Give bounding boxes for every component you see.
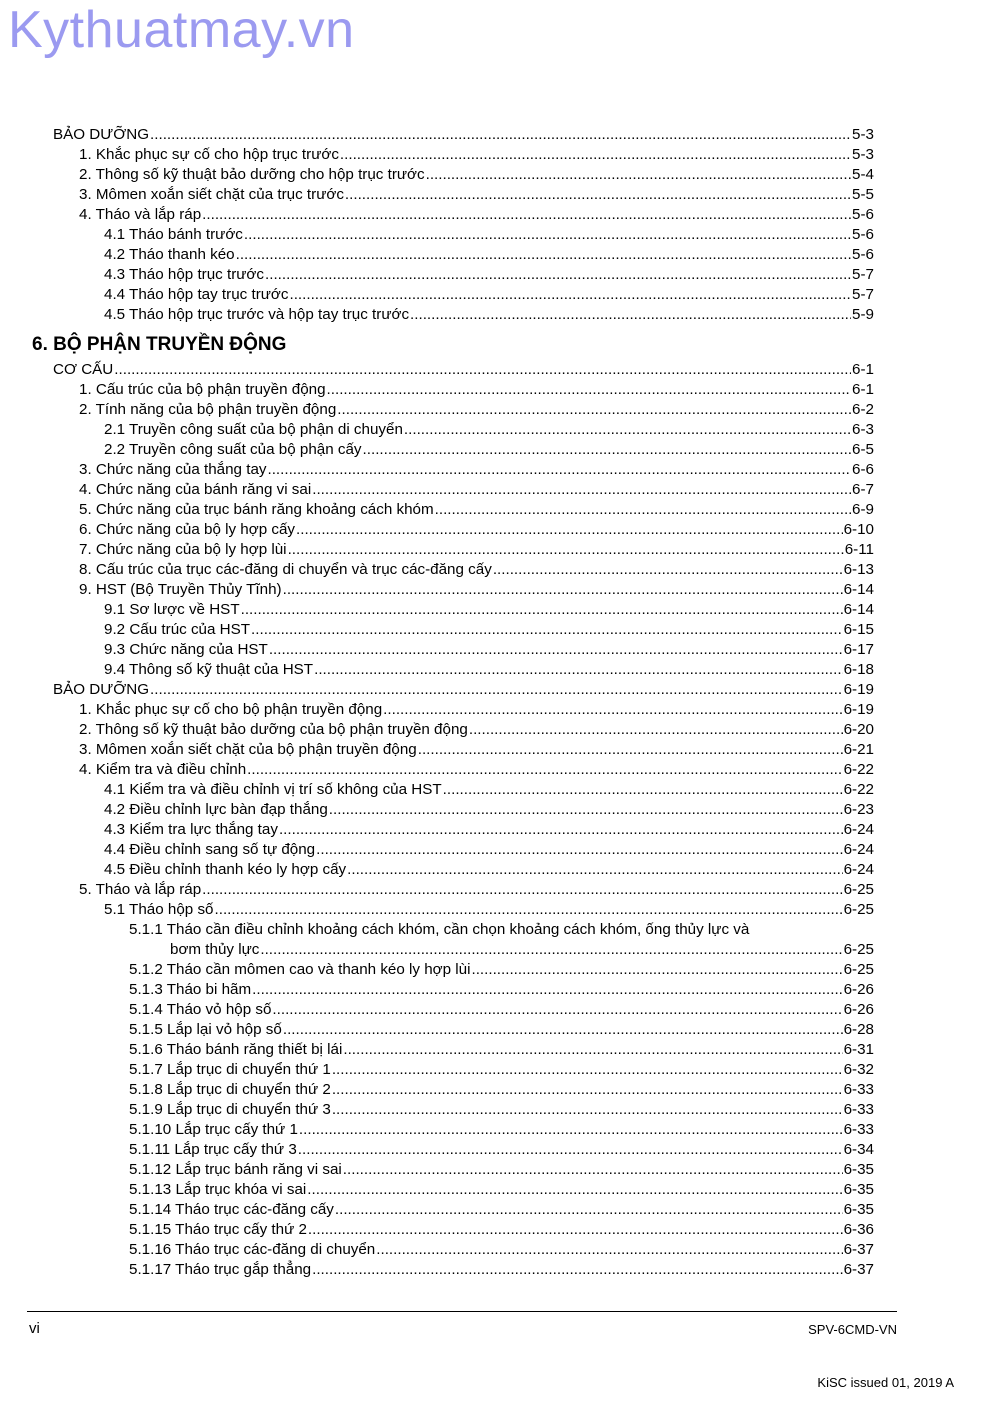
toc-entry[interactable] bbox=[79, 480, 874, 500]
toc-leader-dots bbox=[469, 720, 843, 740]
toc-entry-page: 6-24 bbox=[843, 841, 874, 858]
toc-entry-title: 9. HST (Bộ Truyền Thủy Tĩnh) bbox=[79, 581, 282, 598]
toc-entry-page: 6-15 bbox=[843, 621, 874, 638]
page-number: vi bbox=[29, 1320, 40, 1337]
toc-leader-dots bbox=[329, 800, 843, 820]
issue-stamp: KiSC issued 01, 2019 A bbox=[817, 1375, 954, 1390]
toc-entry-page: 6-7 bbox=[852, 481, 874, 498]
toc-entry-title: 3. Mômen xoắn siết chặt của trục trước bbox=[79, 186, 344, 203]
toc-leader-dots bbox=[298, 1140, 843, 1160]
toc-entry-title: 4.5 Tháo hộp trục trước và hộp tay trục trước bbox=[104, 306, 410, 323]
toc-entry-title: 5.1 Tháo hộp số bbox=[104, 901, 214, 918]
toc-leader-dots bbox=[443, 780, 843, 800]
toc-entry-title: 5. Tháo và lắp ráp bbox=[79, 881, 202, 898]
toc-entry-page: 6-26 bbox=[843, 981, 874, 998]
toc-entry-page: 6-19 bbox=[843, 681, 874, 698]
toc-entry-title: 5.1.12 Lắp trục bánh răng vi sai bbox=[129, 1161, 342, 1178]
toc-entry-page: 6-23 bbox=[843, 801, 874, 818]
toc-entry[interactable] bbox=[79, 500, 874, 520]
toc-leader-dots bbox=[236, 245, 851, 265]
toc-entry-title: 5.1.14 Tháo trục các-đăng cấy bbox=[129, 1201, 334, 1218]
toc-entry[interactable] bbox=[79, 460, 874, 480]
toc-leader-dots bbox=[252, 980, 842, 1000]
toc-leader-dots bbox=[340, 145, 851, 165]
toc-leader-dots bbox=[289, 285, 851, 305]
toc-entry-title: 1. Cấu trúc của bộ phận truyền động bbox=[79, 381, 326, 398]
toc-entry-page: 5-6 bbox=[852, 226, 874, 243]
toc-entry-title: 5.1.8 Lắp trục di chuyển thứ 2 bbox=[129, 1081, 331, 1098]
toc-entry[interactable] bbox=[104, 440, 874, 460]
toc-leader-dots bbox=[279, 820, 843, 840]
toc-entry-page: 6-35 bbox=[843, 1161, 874, 1178]
toc-entry-page: 6-1 bbox=[852, 381, 874, 398]
toc-entry[interactable] bbox=[79, 380, 874, 400]
toc-leader-dots bbox=[418, 740, 843, 760]
toc-entry-page: 6-37 bbox=[843, 1261, 874, 1278]
toc-entry-page: 6-34 bbox=[843, 1141, 874, 1158]
toc-entry-title: 4. Kiểm tra và điều chỉnh bbox=[79, 761, 247, 778]
toc-entry-title: 4.1 Kiểm tra và điều chỉnh vị trí số không của HST bbox=[104, 781, 442, 798]
toc-entry[interactable] bbox=[79, 720, 874, 740]
toc-leader-dots bbox=[283, 580, 843, 600]
toc-leader-dots bbox=[376, 1240, 842, 1260]
toc-entry[interactable] bbox=[104, 660, 874, 680]
toc-entry[interactable] bbox=[79, 880, 874, 900]
toc-entry[interactable] bbox=[104, 860, 874, 880]
toc-entry-title: 5.1.7 Lắp trục di chuyển thứ 1 bbox=[129, 1061, 331, 1078]
toc-leader-dots bbox=[269, 640, 843, 660]
toc-entry-page: 6-35 bbox=[843, 1181, 874, 1198]
toc-entry-page: 6-13 bbox=[843, 561, 874, 578]
toc-leader-dots bbox=[410, 305, 851, 325]
toc-entry[interactable] bbox=[129, 1020, 874, 1040]
toc-entry-title: 3. Chức năng của thắng tay bbox=[79, 461, 267, 478]
toc-entry-title: 5.1.5 Lắp lại vỏ hộp số bbox=[129, 1021, 282, 1038]
toc-entry-title: bơm thủy lực bbox=[170, 941, 260, 958]
toc-entry[interactable] bbox=[129, 1160, 874, 1180]
toc-entry[interactable] bbox=[79, 700, 874, 720]
toc-entry[interactable] bbox=[79, 540, 874, 560]
toc-entry-page: 5-7 bbox=[852, 266, 874, 283]
toc-entry[interactable] bbox=[129, 1200, 874, 1220]
toc-entry-page: 6-28 bbox=[843, 1021, 874, 1038]
toc-entry-page: 5-5 bbox=[852, 186, 874, 203]
toc-entry-title: 2. Tính năng của bộ phận truyền động bbox=[79, 401, 337, 418]
toc-entry-page: 6-20 bbox=[843, 721, 874, 738]
toc-leader-dots bbox=[343, 1040, 842, 1060]
toc-entry-title: 9.1 Sơ lược về HST bbox=[104, 601, 240, 618]
toc-entry-title: 2.1 Truyền công suất của bộ phận di chuyển bbox=[104, 421, 403, 438]
toc-entry[interactable] bbox=[170, 940, 874, 960]
toc-entry[interactable] bbox=[104, 245, 874, 265]
document-code: SPV-6CMD-VN bbox=[808, 1322, 897, 1337]
toc-leader-dots bbox=[215, 900, 843, 920]
toc-entry-title: 5.1.9 Lắp trục di chuyển thứ 3 bbox=[129, 1101, 331, 1118]
toc-entry[interactable] bbox=[104, 800, 874, 820]
toc-leader-dots bbox=[114, 360, 851, 380]
toc-leader-dots bbox=[404, 420, 851, 440]
toc-entry-title: 1. Khắc phục sự cố cho hộp trục trước bbox=[79, 146, 339, 163]
watermark-logo: Kythuatmay.vn bbox=[8, 1, 355, 59]
toc-entry-page: 6-11 bbox=[844, 541, 874, 558]
toc-entry[interactable] bbox=[79, 185, 874, 205]
toc-entry[interactable] bbox=[104, 840, 874, 860]
toc-leader-dots bbox=[327, 380, 852, 400]
toc-entry[interactable] bbox=[129, 980, 874, 1000]
toc-entry-page: 6-22 bbox=[843, 761, 874, 778]
toc-entry-page: 6-33 bbox=[843, 1101, 874, 1118]
toc-leader-dots bbox=[316, 840, 842, 860]
toc-entry[interactable] bbox=[129, 1120, 874, 1140]
toc-entry-page: 6-21 bbox=[843, 741, 874, 758]
toc-entry[interactable] bbox=[79, 205, 874, 225]
toc-entry-title: 4.5 Điều chỉnh thanh kéo ly hợp cấy bbox=[104, 861, 347, 878]
toc-entry-page: 6-24 bbox=[843, 861, 874, 878]
toc-leader-dots bbox=[308, 1220, 843, 1240]
toc-entry-title: 7. Chức năng của bộ ly hợp lùi bbox=[79, 541, 287, 558]
toc-entry-title: 4.3 Kiểm tra lực thắng tay bbox=[104, 821, 278, 838]
toc-entry[interactable] bbox=[79, 560, 874, 580]
toc-entry-page: 6-1 bbox=[852, 361, 874, 378]
toc-entry[interactable] bbox=[104, 305, 874, 325]
toc-leader-dots bbox=[307, 1180, 842, 1200]
toc-leader-dots bbox=[244, 225, 851, 245]
toc-leader-dots bbox=[347, 860, 842, 880]
toc-entry-title: 9.3 Chức năng của HST bbox=[104, 641, 268, 658]
toc-entry-page: 5-3 bbox=[852, 146, 874, 163]
toc-entry-title: 5.1.16 Tháo trục các-đăng di chuyển bbox=[129, 1241, 376, 1258]
toc-entry-title: 2. Thông số kỹ thuật bảo dưỡng cho hộp trục trước bbox=[79, 166, 425, 183]
toc-leader-dots bbox=[288, 540, 844, 560]
toc-entry-page: 6-37 bbox=[843, 1241, 874, 1258]
toc-entry[interactable] bbox=[129, 1140, 874, 1160]
toc-entry[interactable] bbox=[129, 1040, 874, 1060]
toc-entry-title: 4.4 Tháo hộp tay trục trước bbox=[104, 286, 289, 303]
toc-leader-dots bbox=[363, 440, 852, 460]
toc-entry-page: 6-2 bbox=[852, 401, 874, 418]
toc-entry-page: 6-25 bbox=[843, 881, 874, 898]
toc-entry-page: 6-25 bbox=[843, 941, 874, 958]
toc-entry-page: 6-18 bbox=[843, 661, 874, 678]
toc-entry[interactable] bbox=[104, 640, 874, 660]
toc-entry-title: 5.1.10 Lắp trục cấy thứ 1 bbox=[129, 1121, 298, 1138]
toc-entry-page: 6-19 bbox=[843, 701, 874, 718]
toc-leader-dots bbox=[332, 1060, 843, 1080]
toc-entry-title: 4.2 Điều chỉnh lực bàn đạp thắng bbox=[104, 801, 328, 818]
toc-entry-page: 5-9 bbox=[852, 306, 874, 323]
toc-leader-dots bbox=[332, 1100, 843, 1120]
toc-leader-dots bbox=[335, 1200, 843, 1220]
toc-entry-title: 4.2 Tháo thanh kéo bbox=[104, 246, 235, 263]
toc-entry[interactable] bbox=[129, 920, 874, 940]
toc-entry[interactable] bbox=[79, 580, 874, 600]
toc-entry-page: 6-10 bbox=[843, 521, 874, 538]
toc-leader-dots bbox=[345, 185, 851, 205]
toc-entry-page: 6-3 bbox=[852, 421, 874, 438]
toc-entry[interactable] bbox=[104, 285, 874, 305]
toc-entry[interactable] bbox=[104, 600, 874, 620]
toc-leader-dots bbox=[312, 480, 851, 500]
toc-entry-page: 5-7 bbox=[852, 286, 874, 303]
toc-entry[interactable] bbox=[104, 820, 874, 840]
toc-entry-title: 5.1.6 Tháo bánh răng thiết bị lái bbox=[129, 1041, 343, 1058]
toc-entry-title: 1. Khắc phục sự cố cho bộ phận truyền động bbox=[79, 701, 383, 718]
toc-entry[interactable] bbox=[79, 520, 874, 540]
toc-entry[interactable] bbox=[129, 1000, 874, 1020]
toc-entry-title: 5.1.1 Tháo cần điều chỉnh khoảng cách khóm, cần chọn khoảng cách khóm, ống thủy lực và bbox=[129, 921, 750, 938]
toc-leader-dots bbox=[435, 500, 851, 520]
toc-entry[interactable] bbox=[104, 900, 874, 920]
toc-entry-page: 5-4 bbox=[852, 166, 874, 183]
toc-entry-page: 6-6 bbox=[852, 461, 874, 478]
toc-entry-title: 5.1.17 Tháo trục gắp thẳng bbox=[129, 1261, 312, 1278]
toc-entry-title: BẢO DƯỠNG bbox=[53, 126, 150, 143]
toc-entry-page: 6-14 bbox=[843, 581, 874, 598]
toc-entry[interactable] bbox=[79, 740, 874, 760]
toc-leader-dots bbox=[471, 960, 842, 980]
toc-entry-title: 5.1.13 Lắp trục khóa vi sai bbox=[129, 1181, 307, 1198]
toc-leader-dots bbox=[314, 660, 843, 680]
toc-entry-page: 6-24 bbox=[843, 821, 874, 838]
toc-entry-title: 2.2 Truyền công suất của bộ phận cấy bbox=[104, 441, 362, 458]
footer-divider bbox=[27, 1311, 897, 1312]
toc-leader-dots bbox=[343, 1160, 843, 1180]
toc-entry-title: 5.1.11 Lắp trục cấy thứ 3 bbox=[129, 1141, 297, 1158]
toc-leader-dots bbox=[312, 1260, 842, 1280]
toc-entry-page: 6-26 bbox=[843, 1001, 874, 1018]
toc-entry-page: 6-5 bbox=[852, 441, 874, 458]
toc-entry-page: 6-14 bbox=[843, 601, 874, 618]
toc-entry[interactable] bbox=[129, 1240, 874, 1260]
toc-entry-title: 5.1.4 Tháo vỏ hộp số bbox=[129, 1001, 272, 1018]
toc-entry[interactable] bbox=[104, 265, 874, 285]
toc-entry[interactable] bbox=[79, 400, 874, 420]
toc-entry-page: 5-6 bbox=[852, 246, 874, 263]
toc-entry-page: 5-6 bbox=[852, 206, 874, 223]
toc-leader-dots bbox=[493, 560, 843, 580]
toc-leader-dots bbox=[272, 1000, 842, 1020]
toc-leader-dots bbox=[383, 700, 842, 720]
toc-entry-page: 6-31 bbox=[843, 1041, 874, 1058]
toc-entry-page: 6-22 bbox=[843, 781, 874, 798]
toc-leader-dots bbox=[251, 620, 843, 640]
toc-leader-dots bbox=[299, 1120, 843, 1140]
toc-entry-page: 6-35 bbox=[843, 1201, 874, 1218]
toc-entry-title: 6. Chức năng của bộ ly hợp cấy bbox=[79, 521, 295, 538]
toc-entry[interactable] bbox=[129, 960, 874, 980]
toc-leader-dots bbox=[202, 880, 842, 900]
toc-entry-page: 5-3 bbox=[852, 126, 874, 143]
toc-entry[interactable] bbox=[53, 680, 874, 700]
toc-entry-page: 6-9 bbox=[852, 501, 874, 518]
toc-entry-title: 9.2 Cấu trúc của HST bbox=[104, 621, 251, 638]
toc-entry[interactable] bbox=[104, 420, 874, 440]
toc-entry-title: 4.3 Tháo hộp trục trước bbox=[104, 266, 264, 283]
toc-entry[interactable] bbox=[79, 165, 874, 185]
toc-entry-title: 5.1.2 Tháo cần mômen cao và thanh kéo ly hợp lùi bbox=[129, 961, 471, 978]
toc-entry-title: 9.4 Thông số kỹ thuật của HST bbox=[104, 661, 314, 678]
toc-leader-dots bbox=[426, 165, 851, 185]
toc-entry-title: 3. Mômen xoắn siết chặt của bộ phận truyền động bbox=[79, 741, 417, 758]
toc-entry[interactable] bbox=[129, 1100, 874, 1120]
section-heading: 6. BỘ PHẬN TRUYỀN ĐỘNG bbox=[32, 334, 287, 355]
toc-leader-dots bbox=[332, 1080, 843, 1100]
toc-entry-page: 6-17 bbox=[843, 641, 874, 658]
toc-entry-page: 6-36 bbox=[843, 1221, 874, 1238]
toc-leader-dots bbox=[283, 1020, 843, 1040]
toc-entry-title: BẢO DƯỠNG bbox=[53, 681, 150, 698]
toc-entry-page: 6-25 bbox=[843, 901, 874, 918]
toc-leader-dots bbox=[337, 400, 851, 420]
toc-entry[interactable] bbox=[79, 760, 874, 780]
toc-entry-title: 5. Chức năng của trục bánh răng khoảng cách khóm bbox=[79, 501, 434, 518]
toc-entry-title: 4.4 Điều chỉnh sang số tự động bbox=[104, 841, 316, 858]
toc-leader-dots bbox=[150, 680, 843, 700]
toc-entry-page: 6-25 bbox=[843, 961, 874, 978]
toc-leader-dots bbox=[260, 940, 842, 960]
toc-entry[interactable] bbox=[129, 1080, 874, 1100]
toc-entry-title: 2. Thông số kỹ thuật bảo dưỡng của bộ phận truyền động bbox=[79, 721, 468, 738]
toc-entry-title: CƠ CẤU bbox=[53, 361, 114, 378]
toc-leader-dots bbox=[296, 520, 843, 540]
toc-entry-title: 8. Cấu trúc của trục các-đăng di chuyển và trục các-đăng cấy bbox=[79, 561, 492, 578]
toc-leader-dots bbox=[265, 265, 851, 285]
toc-leader-dots bbox=[247, 760, 842, 780]
toc-entry[interactable] bbox=[53, 360, 874, 380]
toc-entry[interactable] bbox=[53, 125, 874, 145]
toc-entry-page: 6-33 bbox=[843, 1081, 874, 1098]
toc-leader-dots bbox=[267, 460, 851, 480]
toc-entry[interactable] bbox=[104, 620, 874, 640]
toc-entry-title: 4. Tháo và lắp ráp bbox=[79, 206, 202, 223]
toc-entry-title: 4.1 Tháo bánh trước bbox=[104, 226, 243, 243]
toc-entry[interactable] bbox=[129, 1180, 874, 1200]
toc-entry[interactable] bbox=[104, 225, 874, 245]
toc-entry-title: 5.1.15 Tháo trục cấy thứ 2 bbox=[129, 1221, 307, 1238]
toc-entry-title: 5.1.3 Tháo bi hãm bbox=[129, 981, 252, 998]
toc-entry[interactable] bbox=[129, 1060, 874, 1080]
toc-entry-page: 6-32 bbox=[843, 1061, 874, 1078]
toc-leader-dots bbox=[202, 205, 851, 225]
toc-entry[interactable] bbox=[129, 1260, 874, 1280]
toc-entry[interactable] bbox=[79, 145, 874, 165]
toc-leader-dots bbox=[241, 600, 843, 620]
toc-leader-dots bbox=[150, 125, 851, 145]
toc-entry[interactable] bbox=[104, 780, 874, 800]
toc-entry-page: 6-33 bbox=[843, 1121, 874, 1138]
toc-entry[interactable] bbox=[129, 1220, 874, 1240]
toc-entry-title: 4. Chức năng của bánh răng vi sai bbox=[79, 481, 312, 498]
